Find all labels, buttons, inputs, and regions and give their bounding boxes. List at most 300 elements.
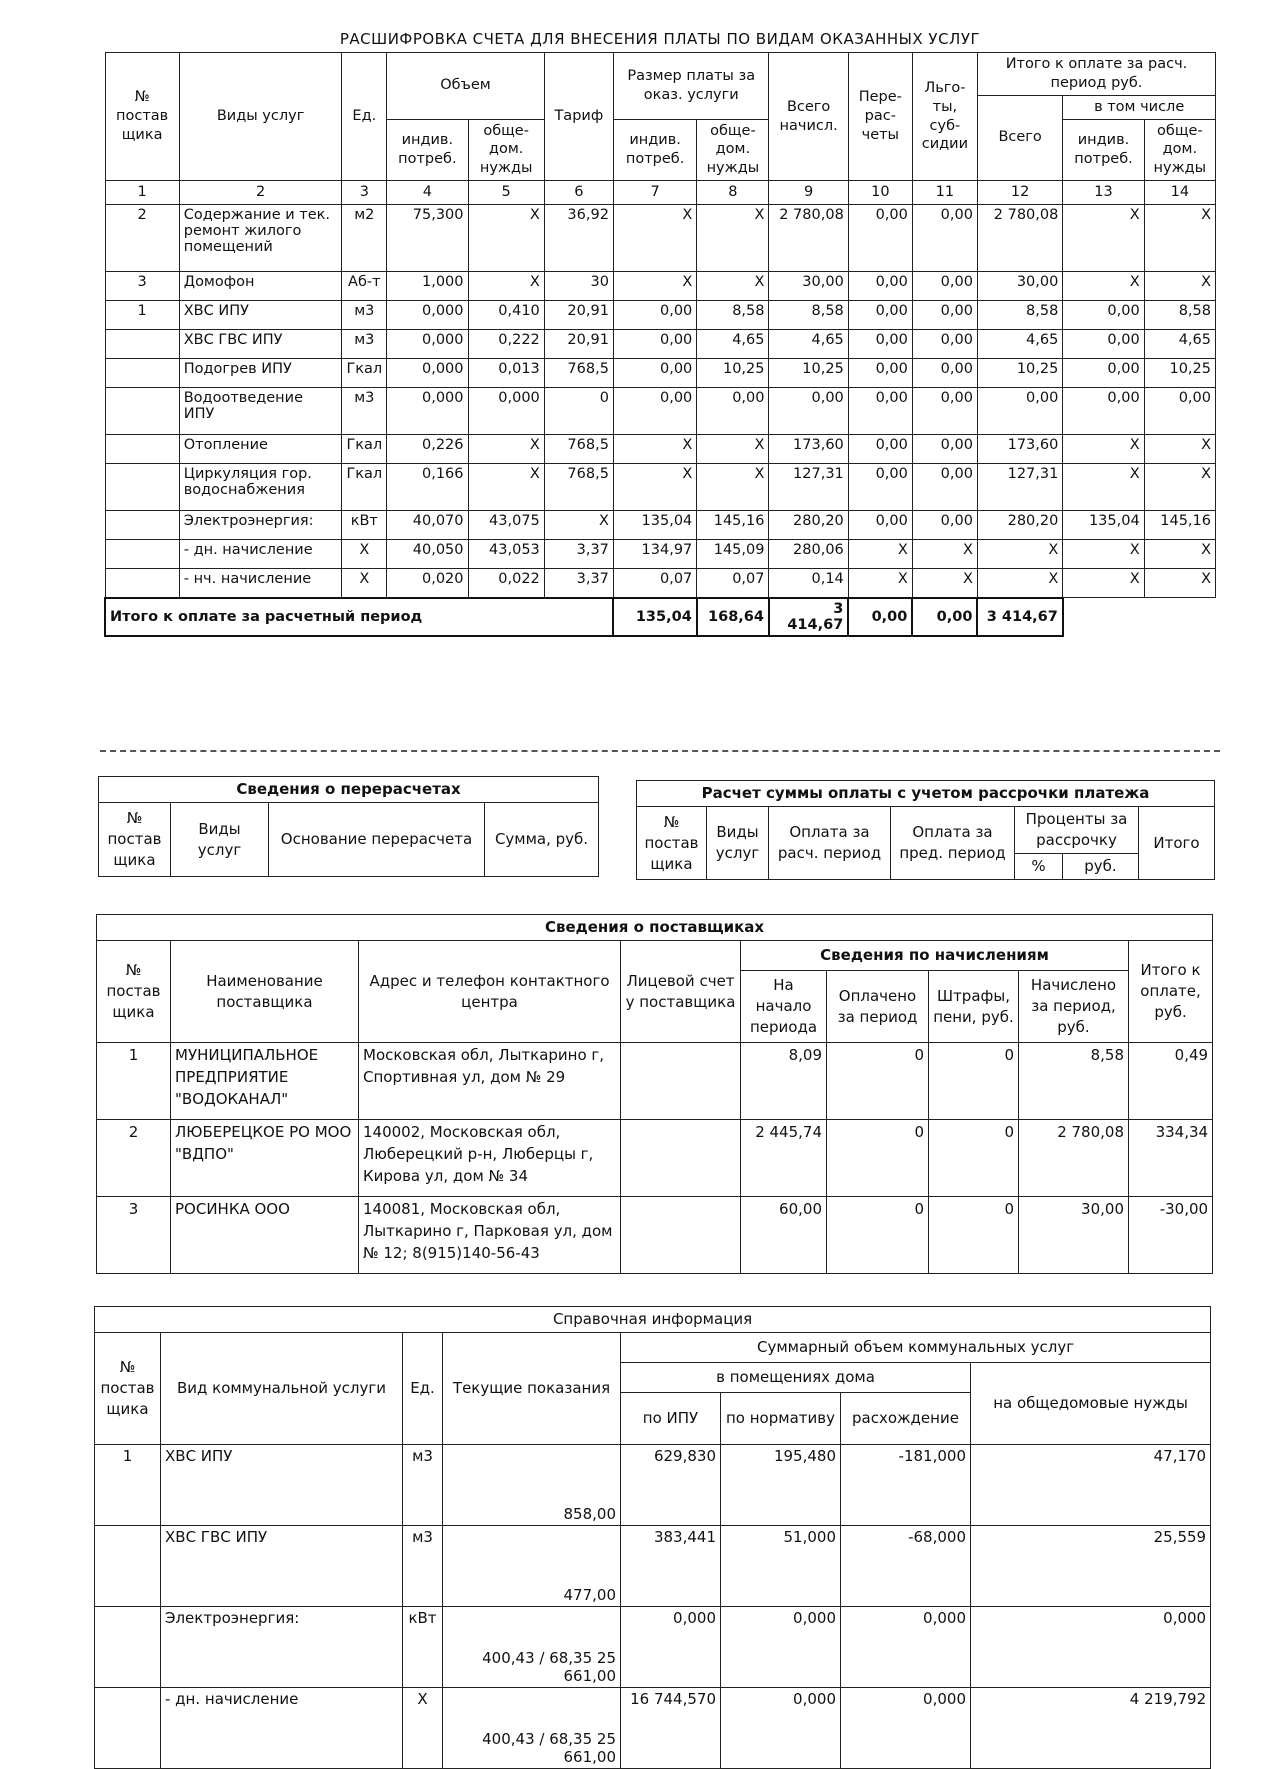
row-volume-common: 0,410 — [468, 300, 544, 329]
row-volume-common: 43,053 — [468, 539, 544, 568]
row-pay-total: 4,65 — [977, 329, 1062, 358]
supplier-charged: 2 780,08 — [1019, 1120, 1129, 1197]
row-pay-total: 280,20 — [977, 510, 1062, 539]
reference-common: 0,000 — [971, 1607, 1211, 1688]
supplier-address: 140002, Московская обл, Люберецкий р-н, Люберцы г, Кирова ул, дом № 34 — [359, 1120, 621, 1197]
row-recalc: 0,00 — [848, 463, 912, 510]
row-total-charged: 280,06 — [769, 539, 848, 568]
row-unit: Х — [342, 568, 387, 598]
row-tariff: 768,5 — [544, 463, 613, 510]
supplier-total: 0,49 — [1129, 1043, 1213, 1120]
reference-service: - дн. начисление — [161, 1688, 403, 1769]
suppliers-col-fines: Штрафы, пени, руб. — [929, 971, 1019, 1043]
row-tariff: 36,92 — [544, 204, 613, 271]
header-volume: Объем — [387, 53, 545, 120]
row-supplier-no — [105, 358, 179, 387]
row-payment-common: Х — [697, 204, 769, 271]
header-incl-ind: индив. потреб. — [1063, 119, 1144, 181]
row-volume-common: Х — [468, 271, 544, 300]
suppliers-col-account: Лицевой счет у поставщика — [621, 941, 741, 1043]
row-recalc: 0,00 — [848, 434, 912, 463]
installment-table — [636, 780, 1215, 880]
row-pay-common: Х — [1144, 204, 1215, 271]
row-pay-total: 173,60 — [977, 434, 1062, 463]
col-number: 2 — [179, 181, 342, 205]
row-pay-total: 8,58 — [977, 300, 1062, 329]
recalc-col-sum: Сумма, руб. — [485, 803, 599, 877]
row-pay-ind: Х — [1063, 463, 1144, 510]
reference-common: 47,170 — [971, 1445, 1211, 1526]
reference-table — [94, 1306, 1211, 1769]
main-table-title: РАСШИФРОВКА СЧЕТА ДЛЯ ВНЕСЕНИЯ ПЛАТЫ ПО ВИДАМ ОКАЗАННЫХ УСЛУГ — [339, 30, 981, 48]
row-payment-ind: 0,00 — [613, 300, 696, 329]
recalc-title: Сведения о перерасчетах — [99, 777, 599, 803]
row-recalc: 0,00 — [848, 358, 912, 387]
table-row — [105, 539, 1216, 568]
cut-line — [100, 750, 1220, 752]
row-total-charged: 127,31 — [769, 463, 848, 510]
suppliers-col-name: Наименование поставщика — [171, 941, 359, 1043]
supplier-name: ЛЮБЕРЕЦКОЕ РО МОО "ВДПО" — [171, 1120, 359, 1197]
row-benefits: 0,00 — [912, 271, 977, 300]
row-tariff: 0 — [544, 387, 613, 434]
installment-col-rub: руб. — [1063, 854, 1139, 880]
row-pay-ind: Х — [1063, 204, 1144, 271]
reference-ipu: 16 744,570 — [621, 1688, 721, 1769]
suppliers-col-total: Итого к оплате, руб. — [1129, 941, 1213, 1043]
row-service: Водоотведение ИПУ — [179, 387, 342, 434]
header-volume-ind: индив. потреб. — [387, 119, 468, 181]
reference-supplier-no — [95, 1607, 161, 1688]
row-volume-ind: 75,300 — [387, 204, 468, 271]
col-number: 9 — [769, 181, 848, 205]
row-volume-ind: 0,000 — [387, 387, 468, 434]
col-number: 5 — [468, 181, 544, 205]
reference-col-diff: расхождение — [841, 1393, 971, 1445]
suppliers-col-address: Адрес и телефон контактного центра — [359, 941, 621, 1043]
col-number: 1 — [105, 181, 179, 205]
row-service: Содержание и тек. ремонт жилого помещений — [179, 204, 342, 271]
column-numbers-row — [105, 181, 1216, 205]
row-total-charged: 2 780,08 — [769, 204, 848, 271]
reference-col-norm: по нормативу — [721, 1393, 841, 1445]
col-number: 6 — [544, 181, 613, 205]
row-service: ХВС ИПУ — [179, 300, 342, 329]
suppliers-table — [96, 914, 1213, 1274]
suppliers-col-no: № постав щика — [97, 941, 171, 1043]
row-pay-common: 0,00 — [1144, 387, 1215, 434]
suppliers-body — [97, 1043, 1213, 1274]
total-payment-ind: 135,04 — [613, 598, 696, 636]
supplier-fines: 0 — [929, 1197, 1019, 1274]
row-pay-ind: Х — [1063, 271, 1144, 300]
row-volume-ind: 1,000 — [387, 271, 468, 300]
row-recalc: Х — [848, 568, 912, 598]
row-benefits: Х — [912, 568, 977, 598]
row-supplier-no: 3 — [105, 271, 179, 300]
row-pay-ind: 0,00 — [1063, 329, 1144, 358]
table-row — [105, 358, 1216, 387]
suppliers-col-start: На начало периода — [741, 971, 827, 1043]
header-supplier-no: № постав щика — [105, 53, 179, 181]
supplier-no: 3 — [97, 1197, 171, 1274]
reference-supplier-no: 1 — [95, 1445, 161, 1526]
suppliers-col-paid: Оплачено за период — [827, 971, 929, 1043]
row-supplier-no — [105, 463, 179, 510]
table-row — [105, 204, 1216, 271]
installment-col-pct: % — [1015, 854, 1063, 880]
reference-unit: Х — [403, 1688, 443, 1769]
row-volume-ind: 0,000 — [387, 329, 468, 358]
reference-ipu: 0,000 — [621, 1607, 721, 1688]
row-payment-common: 10,25 — [697, 358, 769, 387]
row-volume-ind: 0,166 — [387, 463, 468, 510]
row-benefits: Х — [912, 539, 977, 568]
reference-readings: 400,43 / 68,35 25 661,00 — [443, 1607, 621, 1688]
reference-common: 4 219,792 — [971, 1688, 1211, 1769]
row-supplier-no — [105, 387, 179, 434]
table-row — [105, 271, 1216, 300]
row-payment-ind: Х — [613, 434, 696, 463]
row-unit: Аб-т — [342, 271, 387, 300]
row-volume-common: 0,013 — [468, 358, 544, 387]
row-pay-common: Х — [1144, 539, 1215, 568]
table-row — [97, 1120, 1213, 1197]
table-row — [97, 1043, 1213, 1120]
row-payment-ind: Х — [613, 204, 696, 271]
row-pay-total: 30,00 — [977, 271, 1062, 300]
row-payment-ind: 0,00 — [613, 358, 696, 387]
row-benefits: 0,00 — [912, 329, 977, 358]
reference-diff: 0,000 — [841, 1607, 971, 1688]
supplier-total: -30,00 — [1129, 1197, 1213, 1274]
row-service: Циркуляция гор. водоснабжения — [179, 463, 342, 510]
row-recalc: 0,00 — [848, 329, 912, 358]
installment-col-current: Оплата за расч. период — [769, 807, 891, 880]
row-recalc: Х — [848, 539, 912, 568]
reference-readings: 477,00 — [443, 1526, 621, 1607]
row-volume-common: 0,000 — [468, 387, 544, 434]
reference-col-premises: в помещениях дома — [621, 1363, 971, 1393]
row-total-charged: 30,00 — [769, 271, 848, 300]
row-payment-ind: 134,97 — [613, 539, 696, 568]
recalc-col-services: Виды услуг — [171, 803, 269, 877]
supplier-no: 1 — [97, 1043, 171, 1120]
row-tariff: 768,5 — [544, 358, 613, 387]
row-tariff: 3,37 — [544, 539, 613, 568]
row-pay-total: 0,00 — [977, 387, 1062, 434]
row-tariff: 30 — [544, 271, 613, 300]
supplier-name: РОСИНКА ООО — [171, 1197, 359, 1274]
row-benefits: 0,00 — [912, 463, 977, 510]
reference-service: ХВС ГВС ИПУ — [161, 1526, 403, 1607]
row-service: ХВС ГВС ИПУ — [179, 329, 342, 358]
row-pay-total: Х — [977, 539, 1062, 568]
reference-unit: м3 — [403, 1445, 443, 1526]
charges-breakdown-table — [104, 52, 1216, 637]
total-row-label: Итого к оплате за расчетный период — [105, 598, 613, 636]
row-service: Отопление — [179, 434, 342, 463]
installment-col-interest: Проценты за рассрочку — [1015, 807, 1139, 854]
row-pay-ind: 135,04 — [1063, 510, 1144, 539]
row-unit: м3 — [342, 387, 387, 434]
row-supplier-no — [105, 329, 179, 358]
supplier-account — [621, 1120, 741, 1197]
table-row — [97, 1197, 1213, 1274]
row-total-charged: 10,25 — [769, 358, 848, 387]
row-payment-common: Х — [697, 434, 769, 463]
row-volume-common: 0,222 — [468, 329, 544, 358]
row-pay-common: 145,16 — [1144, 510, 1215, 539]
header-payment-common: обще-дом. нужды — [697, 119, 769, 181]
row-payment-common: 8,58 — [697, 300, 769, 329]
header-recalc: Пере-рас-четы — [848, 53, 912, 181]
col-number: 11 — [912, 181, 977, 205]
row-payment-ind: 0,00 — [613, 387, 696, 434]
row-service: - дн. начисление — [179, 539, 342, 568]
row-recalc: 0,00 — [848, 510, 912, 539]
col-number: 3 — [342, 181, 387, 205]
row-recalc: 0,00 — [848, 204, 912, 271]
row-pay-common: 4,65 — [1144, 329, 1215, 358]
row-unit: Гкал — [342, 463, 387, 510]
row-supplier-no — [105, 539, 179, 568]
row-payment-common: Х — [697, 463, 769, 510]
row-supplier-no — [105, 568, 179, 598]
col-number: 7 — [613, 181, 696, 205]
header-incl: в том числе — [1063, 95, 1216, 119]
reference-readings: 400,43 / 68,35 25 661,00 — [443, 1688, 621, 1769]
row-recalc: 0,00 — [848, 300, 912, 329]
reference-col-summary: Суммарный объем коммунальных услуг — [621, 1333, 1211, 1363]
row-volume-common: Х — [468, 434, 544, 463]
row-volume-ind: 0,020 — [387, 568, 468, 598]
row-pay-total: 127,31 — [977, 463, 1062, 510]
row-unit: м2 — [342, 204, 387, 271]
reference-unit: м3 — [403, 1526, 443, 1607]
header-tariff: Тариф — [544, 53, 613, 181]
suppliers-col-charges: Сведения по начислениям — [741, 941, 1129, 971]
supplier-total: 334,34 — [1129, 1120, 1213, 1197]
row-unit: м3 — [342, 300, 387, 329]
row-payment-common: Х — [697, 271, 769, 300]
row-pay-common: Х — [1144, 463, 1215, 510]
reference-norm: 0,000 — [721, 1607, 841, 1688]
reference-supplier-no — [95, 1526, 161, 1607]
total-pay: 3 414,67 — [977, 598, 1062, 636]
row-total-charged: 8,58 — [769, 300, 848, 329]
reference-supplier-no — [95, 1688, 161, 1769]
header-total-all: Всего — [977, 95, 1062, 180]
row-service: Подогрев ИПУ — [179, 358, 342, 387]
row-supplier-no — [105, 510, 179, 539]
row-volume-ind: 40,070 — [387, 510, 468, 539]
reference-title: Справочная информация — [95, 1307, 1211, 1333]
installment-col-total: Итого — [1139, 807, 1215, 880]
header-benefits: Льго-ты, суб-сидии — [912, 53, 977, 181]
row-benefits: 0,00 — [912, 434, 977, 463]
row-pay-common: Х — [1144, 271, 1215, 300]
row-volume-common: 43,075 — [468, 510, 544, 539]
supplier-address: 140081, Московская обл, Лыткарино г, Парковая ул, дом № 12; 8(915)140-56-43 — [359, 1197, 621, 1274]
table-row — [95, 1526, 1211, 1607]
row-payment-ind: 0,07 — [613, 568, 696, 598]
row-payment-common: 0,00 — [697, 387, 769, 434]
row-volume-common: Х — [468, 463, 544, 510]
row-payment-common: 4,65 — [697, 329, 769, 358]
row-total-charged: 4,65 — [769, 329, 848, 358]
suppliers-col-charged: Начислено за период, руб. — [1019, 971, 1129, 1043]
table-row — [105, 300, 1216, 329]
row-volume-ind: 0,000 — [387, 358, 468, 387]
row-pay-total: 2 780,08 — [977, 204, 1062, 271]
recalc-col-basis: Основание перерасчета — [269, 803, 485, 877]
reference-unit: кВт — [403, 1607, 443, 1688]
total-charged: 3 414,67 — [769, 598, 848, 636]
total-benefits: 0,00 — [912, 598, 977, 636]
row-unit: Гкал — [342, 434, 387, 463]
reference-diff: -68,000 — [841, 1526, 971, 1607]
reference-ipu: 383,441 — [621, 1526, 721, 1607]
row-benefits: 0,00 — [912, 510, 977, 539]
table-row — [105, 510, 1216, 539]
supplier-fines: 0 — [929, 1043, 1019, 1120]
supplier-charged: 30,00 — [1019, 1197, 1129, 1274]
row-service: Электроэнергия: — [179, 510, 342, 539]
total-blank — [1063, 598, 1216, 636]
reference-col-ipu: по ИПУ — [621, 1393, 721, 1445]
row-supplier-no — [105, 434, 179, 463]
reference-col-readings: Текущие показания — [443, 1333, 621, 1445]
reference-service: Электроэнергия: — [161, 1607, 403, 1688]
row-pay-ind: 0,00 — [1063, 300, 1144, 329]
row-volume-common: Х — [468, 204, 544, 271]
row-pay-common: Х — [1144, 568, 1215, 598]
total-payment-common: 168,64 — [697, 598, 769, 636]
reference-col-service: Вид коммунальной услуги — [161, 1333, 403, 1445]
row-supplier-no: 1 — [105, 300, 179, 329]
col-number: 14 — [1144, 181, 1215, 205]
row-pay-common: 10,25 — [1144, 358, 1215, 387]
row-payment-ind: Х — [613, 463, 696, 510]
row-pay-common: 8,58 — [1144, 300, 1215, 329]
row-benefits: 0,00 — [912, 358, 977, 387]
reference-norm: 51,000 — [721, 1526, 841, 1607]
installment-col-services: Виды услуг — [707, 807, 769, 880]
reference-col-common: на общедомовые нужды — [971, 1363, 1211, 1445]
supplier-account — [621, 1197, 741, 1274]
table-row — [95, 1445, 1211, 1526]
col-number: 4 — [387, 181, 468, 205]
row-unit: м3 — [342, 329, 387, 358]
header-volume-common: обще-дом. нужды — [468, 119, 544, 181]
row-pay-total: 10,25 — [977, 358, 1062, 387]
installment-title: Расчет суммы оплаты с учетом рассрочки платежа — [637, 781, 1215, 807]
row-tariff: Х — [544, 510, 613, 539]
row-tariff: 3,37 — [544, 568, 613, 598]
supplier-paid: 0 — [827, 1120, 929, 1197]
charges-body — [105, 204, 1216, 598]
recalc-col-no: № постав щика — [99, 803, 171, 877]
reference-norm: 195,480 — [721, 1445, 841, 1526]
row-volume-ind: 40,050 — [387, 539, 468, 568]
reference-common: 25,559 — [971, 1526, 1211, 1607]
supplier-fines: 0 — [929, 1120, 1019, 1197]
row-supplier-no: 2 — [105, 204, 179, 271]
header-incl-common: обще-дом. нужды — [1144, 119, 1215, 181]
row-payment-ind: Х — [613, 271, 696, 300]
row-pay-total: Х — [977, 568, 1062, 598]
row-tariff: 20,91 — [544, 300, 613, 329]
row-pay-common: Х — [1144, 434, 1215, 463]
supplier-paid: 0 — [827, 1197, 929, 1274]
supplier-no: 2 — [97, 1120, 171, 1197]
row-unit: кВт — [342, 510, 387, 539]
header-payment-ind: индив. потреб. — [613, 119, 696, 181]
row-recalc: 0,00 — [848, 271, 912, 300]
row-service: - нч. начисление — [179, 568, 342, 598]
row-benefits: 0,00 — [912, 387, 977, 434]
supplier-start-balance: 8,09 — [741, 1043, 827, 1120]
installment-col-no: № постав щика — [637, 807, 707, 880]
table-row — [95, 1688, 1211, 1769]
row-pay-ind: Х — [1063, 434, 1144, 463]
reference-service: ХВС ИПУ — [161, 1445, 403, 1526]
row-tariff: 768,5 — [544, 434, 613, 463]
supplier-start-balance: 60,00 — [741, 1197, 827, 1274]
supplier-account — [621, 1043, 741, 1120]
row-total-charged: 0,14 — [769, 568, 848, 598]
row-pay-ind: 0,00 — [1063, 387, 1144, 434]
header-services: Виды услуг — [179, 53, 342, 181]
header-total-pay: Итого к оплате за расч. период руб. — [977, 53, 1215, 96]
row-recalc: 0,00 — [848, 387, 912, 434]
row-payment-ind: 135,04 — [613, 510, 696, 539]
row-benefits: 0,00 — [912, 204, 977, 271]
col-number: 13 — [1063, 181, 1144, 205]
reference-body — [95, 1445, 1211, 1769]
row-pay-ind: Х — [1063, 539, 1144, 568]
table-row — [105, 387, 1216, 434]
row-unit: Х — [342, 539, 387, 568]
row-pay-ind: Х — [1063, 568, 1144, 598]
suppliers-title: Сведения о поставщиках — [97, 915, 1213, 941]
reference-norm: 0,000 — [721, 1688, 841, 1769]
row-benefits: 0,00 — [912, 300, 977, 329]
reference-col-no: № постав щика — [95, 1333, 161, 1445]
header-payment: Размер платы за оказ. услуги — [613, 53, 769, 120]
row-payment-common: 145,09 — [697, 539, 769, 568]
row-volume-common: 0,022 — [468, 568, 544, 598]
row-payment-ind: 0,00 — [613, 329, 696, 358]
row-payment-common: 0,07 — [697, 568, 769, 598]
row-volume-ind: 0,000 — [387, 300, 468, 329]
supplier-start-balance: 2 445,74 — [741, 1120, 827, 1197]
row-tariff: 20,91 — [544, 329, 613, 358]
table-row — [95, 1607, 1211, 1688]
total-row — [105, 598, 1216, 636]
row-volume-ind: 0,226 — [387, 434, 468, 463]
col-number: 10 — [848, 181, 912, 205]
header-unit: Ед. — [342, 53, 387, 181]
table-row — [105, 329, 1216, 358]
row-total-charged: 173,60 — [769, 434, 848, 463]
supplier-charged: 8,58 — [1019, 1043, 1129, 1120]
reference-col-unit: Ед. — [403, 1333, 443, 1445]
row-service: Домофон — [179, 271, 342, 300]
table-row — [105, 568, 1216, 598]
reference-diff: -181,000 — [841, 1445, 971, 1526]
